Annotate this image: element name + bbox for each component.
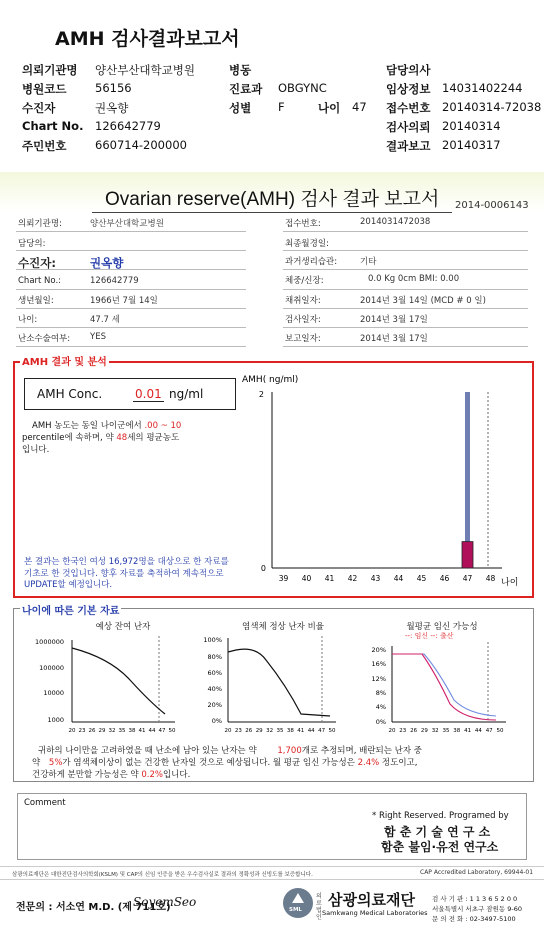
svg-text:12%: 12% xyxy=(371,675,386,683)
footer-cap: CAP Accredited Laboratory, 69944-01 xyxy=(420,869,534,876)
svg-text:100%: 100% xyxy=(203,636,222,644)
mini-chart-2-title: 염색체 정상 난자 비율 xyxy=(241,622,324,632)
amh-conc-value: 0.01 xyxy=(135,387,162,401)
info-birth-label: 생년월일: xyxy=(18,296,54,306)
sex-value: F xyxy=(278,100,285,114)
info-surgery-value: YES xyxy=(90,332,106,342)
hospital-value: 양산부산대학교병원 xyxy=(95,63,195,77)
birth-line xyxy=(392,654,496,720)
ward-label: 병동 xyxy=(229,63,252,77)
lab-name-en: Samkwang Medical Laboratories xyxy=(322,909,428,917)
info-birth-value: 1966년 7월 14일 xyxy=(90,296,158,306)
mini-1-x-tick-38: 38 xyxy=(128,728,136,734)
mini-1-x-tick-50: 50 xyxy=(168,728,176,734)
mini-1-x-tick-35: 35 xyxy=(118,728,126,734)
remaining-eggs-line xyxy=(72,648,165,714)
mini-2-x-tick-20: 20 xyxy=(224,728,232,734)
report-number: 2014-0006143 xyxy=(455,200,529,211)
x-axis-label: 나이 xyxy=(501,578,519,588)
doctor-name: 전문의 : 서소연 M.D. (제 711호) xyxy=(16,902,171,913)
info-sampling-value: 2014년 3월 14일 (MCD # 0 일) xyxy=(360,296,486,306)
pregnancy-chance-chart xyxy=(356,640,516,738)
patient-label: 수진자 xyxy=(22,101,56,115)
info-patient-label: 수진자: xyxy=(18,256,56,270)
y-tick-zero: 0 xyxy=(260,564,266,573)
mini-3-x-tick-26: 26 xyxy=(410,728,418,734)
info-patient-value: 권옥향 xyxy=(90,256,124,270)
mini-2-x-tick-32: 32 xyxy=(266,728,274,734)
y-tick-max: 2 xyxy=(258,390,264,399)
svg-text:8%: 8% xyxy=(375,689,386,697)
info-receipt-value: 2014031472038 xyxy=(360,217,431,227)
x-tick-40: 40 xyxy=(301,574,312,583)
amh-section-label: AMH 결과 및 분석 xyxy=(20,353,109,368)
mini-2-x-tick-50: 50 xyxy=(328,728,336,734)
mini-1-x-tick-47: 47 xyxy=(158,728,166,734)
amh-desc-d: 입니다. xyxy=(22,445,50,455)
x-tick-48: 48 xyxy=(485,574,496,583)
mini-3-x-tick-50: 50 xyxy=(496,728,504,734)
info-cycle-label: 과거생리습관: xyxy=(285,257,338,267)
mini-2-x-tick-26: 26 xyxy=(245,728,253,734)
lab-contact-2: 서울특별시 서초구 잠원동 9-60 xyxy=(432,905,523,913)
svg-text:10000: 10000 xyxy=(43,689,64,697)
mini-3-x-tick-38: 38 xyxy=(453,728,461,734)
info-doctor-label: 담당의: xyxy=(18,239,46,249)
summary-line-2: 약 5%가 염색체이상이 없는 건강한 난자일 것으로 예상됩니다. 월 평균 임신 가능성은 2.4% 정도이고, xyxy=(32,758,418,768)
lab-contact-1: 검 사 기 관 : 1 1 3 6 5 2 0 0 xyxy=(432,895,518,903)
org-name-1: 함 춘 기 술 연 구 소 xyxy=(384,825,491,839)
report-title: Ovarian reserve(AMH) 검사 결과 보고서 xyxy=(105,189,440,210)
svg-text:4%: 4% xyxy=(375,703,386,711)
info-hospital-value: 양산부산대학교병원 xyxy=(90,219,164,229)
info-chart-value: 126642779 xyxy=(90,276,139,286)
y-axis-label: AMH( ng/ml) xyxy=(242,375,299,385)
info-age-value: 47.7 세 xyxy=(90,315,120,325)
mini-3-x-tick-41: 41 xyxy=(464,728,472,734)
receipt-no-value: 20140314-72038 xyxy=(442,100,542,114)
svg-text:40%: 40% xyxy=(207,685,222,693)
svg-text:0%: 0% xyxy=(375,718,386,726)
mini-1-x-tick-20: 20 xyxy=(68,728,76,734)
department-value: OBGYNC xyxy=(278,81,327,95)
svg-text:80%: 80% xyxy=(207,653,222,661)
info-hospital-label: 의뢰기관명: xyxy=(18,219,62,229)
svg-text:100000: 100000 xyxy=(39,664,64,672)
hospital-code-label: 병원코드 xyxy=(22,82,67,96)
clinical-info-label: 임상정보 xyxy=(386,82,431,96)
summary-line-3: 건강하게 분만할 가능성은 약 0.2%입니다. xyxy=(32,770,191,780)
info-test-value: 2014년 3월 17일 xyxy=(360,315,428,325)
mini-2-x-tick-29: 29 xyxy=(255,728,263,734)
resident-no-value: 660714-200000 xyxy=(95,138,187,152)
mini-3-x-tick-20: 20 xyxy=(388,728,396,734)
receipt-no-label: 접수번호 xyxy=(386,101,431,115)
mini-3-x-tick-32: 32 xyxy=(431,728,439,734)
info-surgery-label: 난소수술여부: xyxy=(18,334,71,344)
mini-1-x-tick-44: 44 xyxy=(148,728,156,734)
age-value: 47 xyxy=(352,100,367,114)
department-label: 진료과 xyxy=(229,82,263,96)
mini-2-x-tick-23: 23 xyxy=(234,728,242,734)
mini-chart-3-legend: --: 임신 --: 출산 xyxy=(405,632,454,640)
x-tick-44: 44 xyxy=(393,574,404,583)
mini-2-x-tick-47: 47 xyxy=(318,728,326,734)
x-tick-39: 39 xyxy=(278,574,289,583)
mini-2-x-tick-38: 38 xyxy=(286,728,294,734)
mini-3-x-tick-35: 35 xyxy=(442,728,450,734)
amh-desc-c: 세의 평균농도 xyxy=(127,433,180,443)
mini-chart-1-title: 예상 잔여 난자 xyxy=(95,622,151,632)
x-tick-47: 47 xyxy=(462,574,473,583)
chart-no-label: Chart No. xyxy=(22,119,84,133)
page-title: AMH 검사결과보고서 xyxy=(55,28,240,50)
svg-text:0%: 0% xyxy=(211,717,222,725)
amh-desc-b: percentile에 속하며, 약 xyxy=(22,433,114,443)
mini-1-x-tick-41: 41 xyxy=(138,728,146,734)
mini-chart-3-title: 월평균 임신 가능성 xyxy=(406,622,478,632)
chart-no-value: 126642779 xyxy=(95,119,161,133)
mini-1-x-tick-23: 23 xyxy=(78,728,86,734)
logo-small: 의료법인 xyxy=(316,893,322,921)
mini-3-x-tick-23: 23 xyxy=(399,728,407,734)
report-date-value: 20140317 xyxy=(442,138,501,152)
amh-desc-age: 48 xyxy=(116,433,128,443)
svg-text:16%: 16% xyxy=(371,660,386,668)
x-tick-42: 42 xyxy=(347,574,358,583)
normal-egg-ratio-line xyxy=(228,649,330,716)
info-lmp-label: 최종월경일: xyxy=(285,239,329,249)
mini-1-x-tick-32: 32 xyxy=(108,728,116,734)
pregnancy-line xyxy=(392,654,496,716)
org-name-2: 함춘 불임·유전 연구소 xyxy=(381,840,499,854)
amh-conc-unit: ng/ml xyxy=(169,387,204,401)
amh-age-chart xyxy=(236,366,530,592)
hospital-label: 의뢰기관명 xyxy=(22,63,78,77)
doctor-signature: SoyemSeo xyxy=(133,895,197,909)
summary-line-1: 귀하의 나이만을 고려하였을 때 난소에 남아 있는 난자는 약 1,700개로 추정되며, 배란되는 난자 중 xyxy=(38,746,422,756)
footer-disclaimer: 삼광의료재단은 대한진단검사의학회(KSLM) 및 CAP의 신임 인증을 받은 우수검사실로 결과의 정확성과 신빙도를 보증합니다. xyxy=(12,872,313,878)
doctor-label: 담당의사 xyxy=(386,63,431,77)
svg-text:1000000: 1000000 xyxy=(35,638,64,646)
amh-conc-label: AMH Conc. xyxy=(37,387,103,401)
request-date-value: 20140314 xyxy=(442,119,501,133)
svg-text:20%: 20% xyxy=(371,646,386,654)
remaining-eggs-chart xyxy=(20,630,180,738)
mini-3-x-tick-29: 29 xyxy=(420,728,428,734)
x-tick-41: 41 xyxy=(324,574,335,583)
lab-contact-3: 문 의 전 화 : 02-3497-5100 xyxy=(432,915,516,923)
mini-2-x-tick-35: 35 xyxy=(276,728,284,734)
info-test-label: 검사일자: xyxy=(285,315,321,325)
mini-2-x-tick-41: 41 xyxy=(297,728,305,734)
x-tick-45: 45 xyxy=(416,574,427,583)
basic-section-label: 나이에 따른 기본 자료 xyxy=(20,602,121,617)
info-chart-label: Chart No.: xyxy=(18,276,62,286)
x-tick-43: 43 xyxy=(370,574,381,583)
patient-value: 권옥향 xyxy=(95,101,129,115)
mini-1-x-tick-26: 26 xyxy=(88,728,96,734)
mini-1-x-tick-29: 29 xyxy=(98,728,106,734)
info-report-value: 2014년 3월 17일 xyxy=(360,334,428,344)
info-cycle-value: 기타 xyxy=(360,257,377,267)
request-date-label: 검사의뢰 xyxy=(386,120,431,134)
svg-text:1000: 1000 xyxy=(47,716,64,724)
rights-text: * Right Reserved. Programed by xyxy=(372,811,509,821)
resident-no-label: 주민번호 xyxy=(22,139,67,153)
info-weight-label: 체중/신장: xyxy=(285,276,324,286)
sex-label: 성별 xyxy=(229,101,252,115)
amh-desc-a: AMH 농도는 동일 나이군에서 xyxy=(32,421,142,431)
mini-3-x-tick-47: 47 xyxy=(485,728,493,734)
amh-conc-box xyxy=(24,378,236,410)
normal-egg-ratio-chart xyxy=(196,630,356,738)
info-receipt-label: 접수번호: xyxy=(285,219,321,229)
amh-note: 본 결과는 한국인 여성 16,972명을 대상으로 한 자료를 기초로 한 것입니다. 향후 자료를 축적하여 계속적으로 UPDATE할 예정입니다. xyxy=(24,557,229,590)
report-date-label: 결과보고 xyxy=(386,139,431,153)
svg-text:60%: 60% xyxy=(207,669,222,677)
info-report-label: 보고일자: xyxy=(285,334,321,344)
x-tick-46: 46 xyxy=(439,574,450,583)
patient-bar-47 xyxy=(462,542,473,568)
lab-name: 삼광의료재단 xyxy=(328,891,415,909)
mini-3-x-tick-44: 44 xyxy=(474,728,482,734)
comment-label: Comment xyxy=(24,798,66,808)
mini-2-x-tick-44: 44 xyxy=(307,728,315,734)
amh-desc-range: .00 ~ 10 xyxy=(144,421,182,431)
svg-text:20%: 20% xyxy=(207,701,222,709)
lab-logo-icon: SML xyxy=(283,888,313,918)
age-label: 나이 xyxy=(318,101,341,115)
info-weight-value: 0.0 Kg 0cm BMI: 0.00 xyxy=(368,274,460,284)
info-age-label: 나이: xyxy=(18,315,38,325)
clinical-info-value: 14031402244 xyxy=(442,81,523,95)
hospital-code-value: 56156 xyxy=(95,81,132,95)
info-sampling-label: 채취일자: xyxy=(285,296,321,306)
